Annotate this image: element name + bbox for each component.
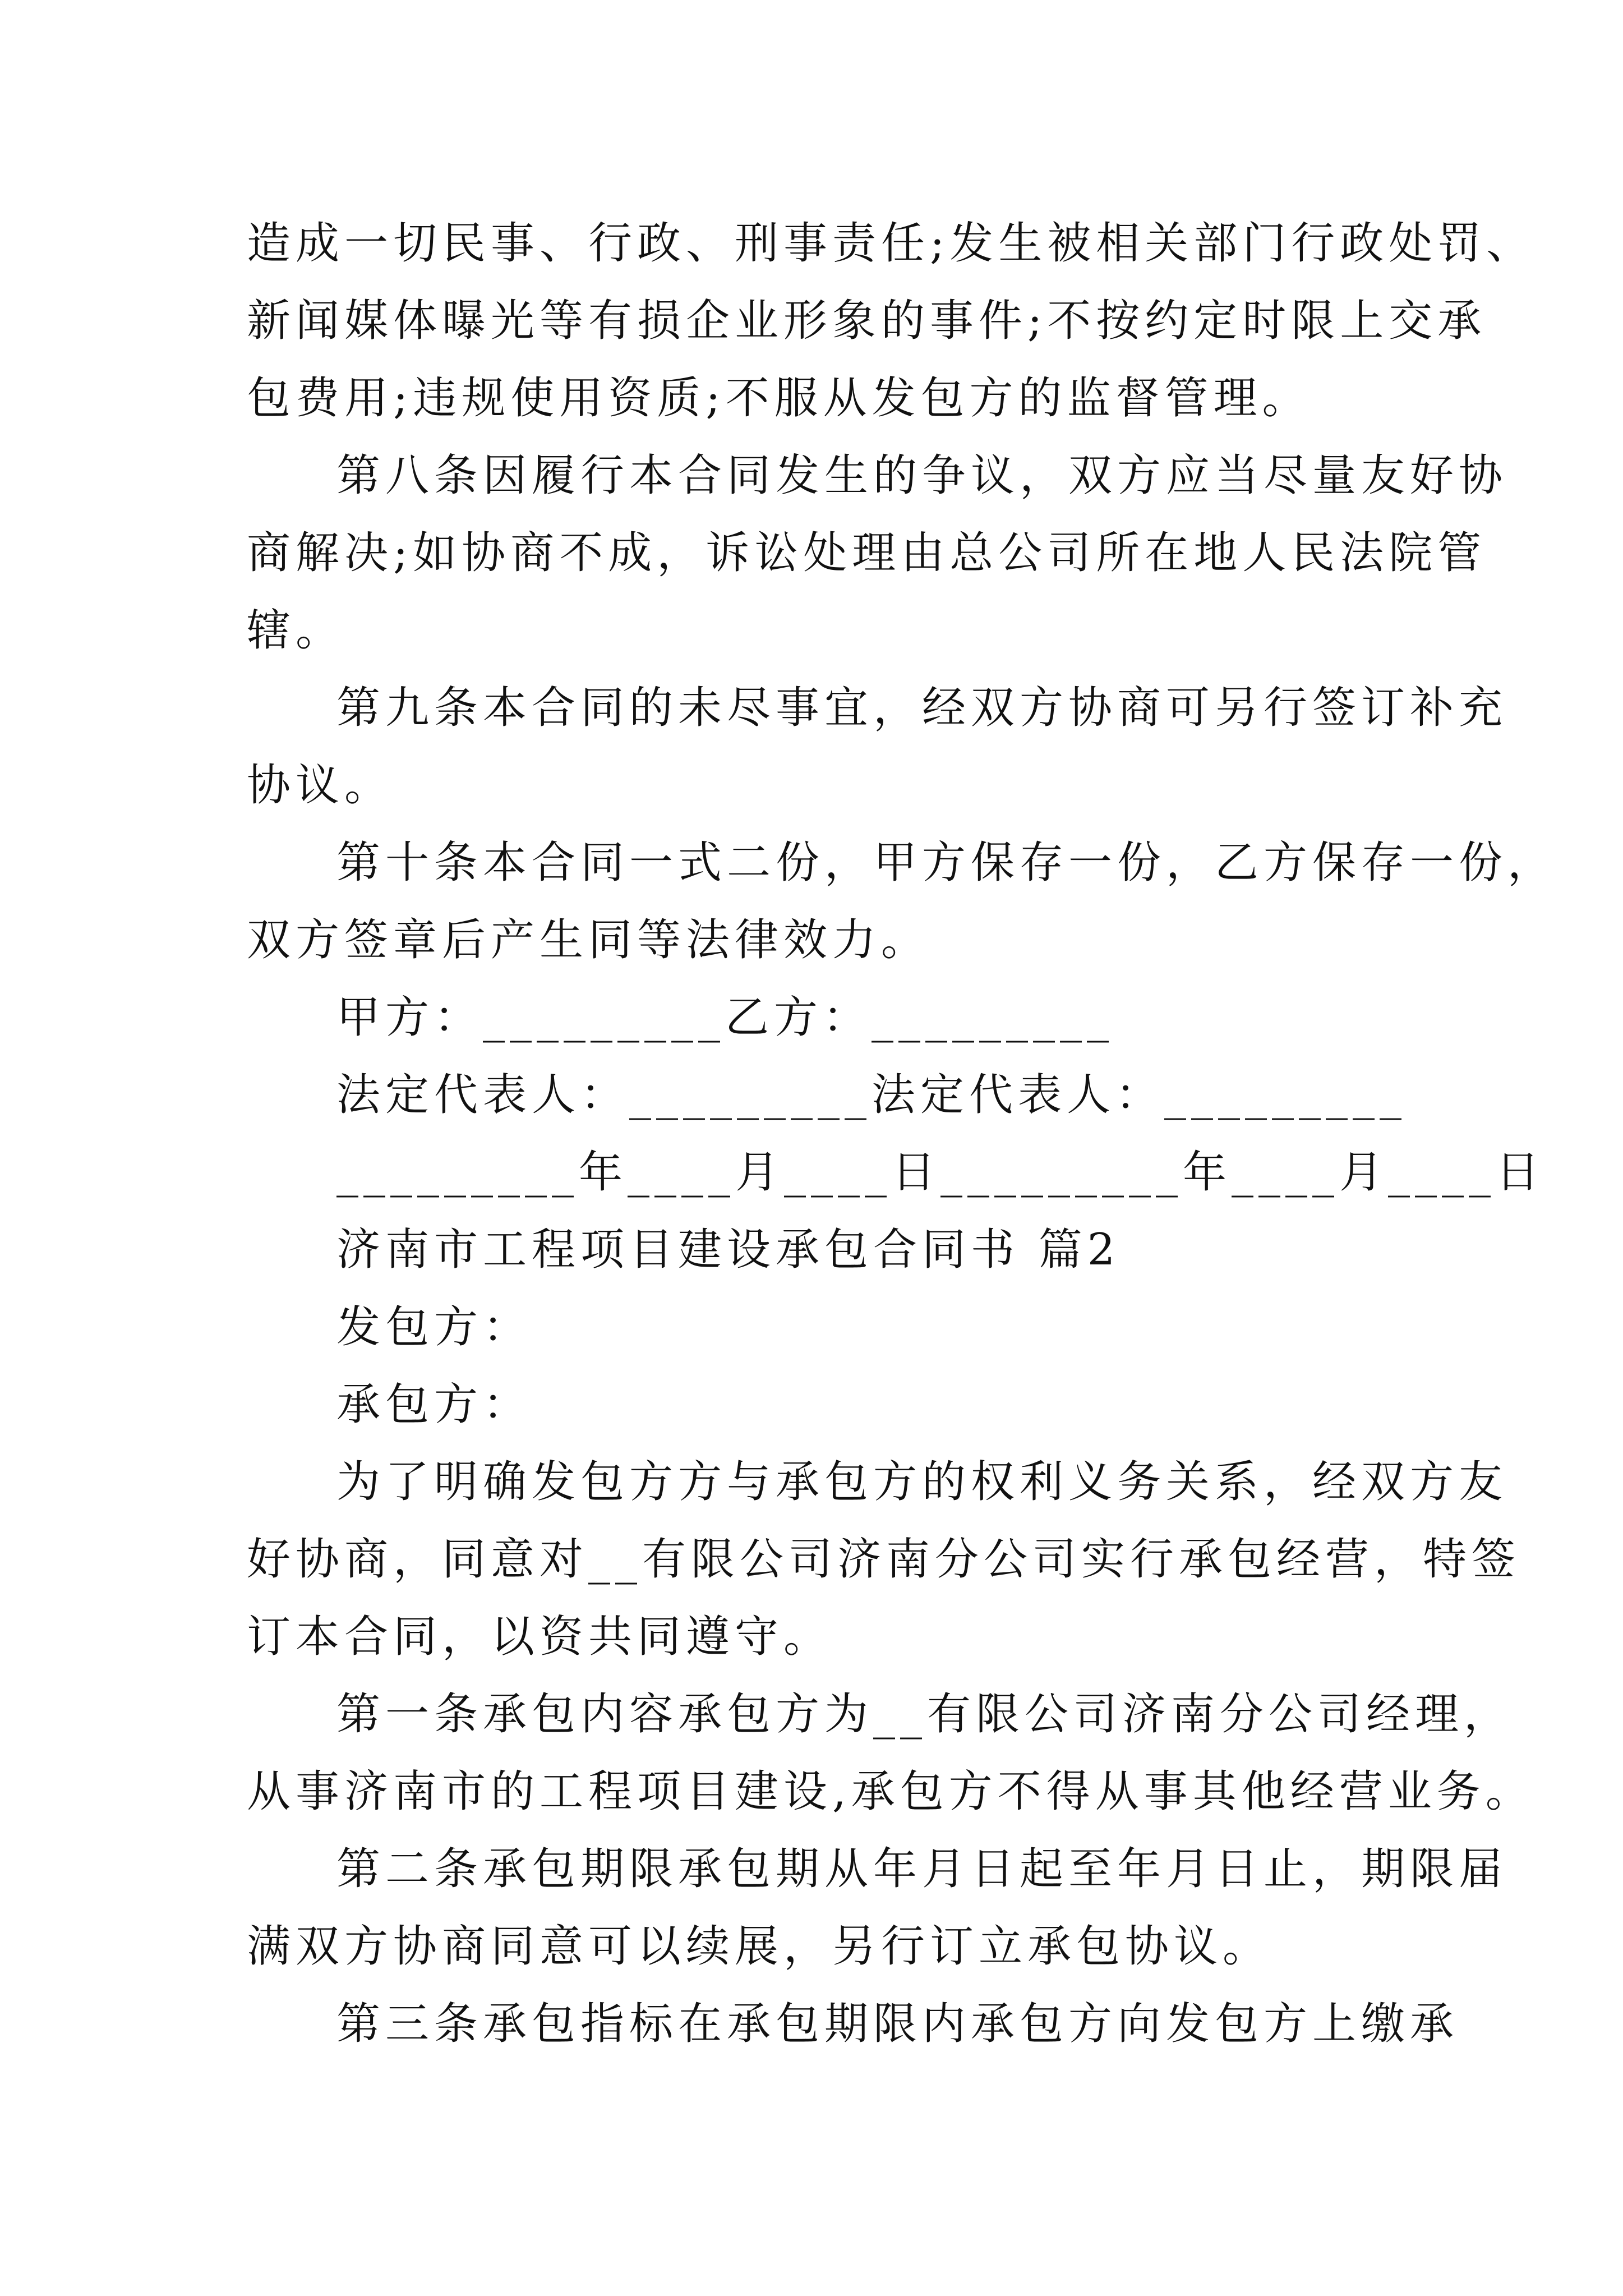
text-line: 第三条承包指标在承包期限内承包方向发包方上缴承 — [336, 1999, 1459, 2049]
text-line: 双方签章后产生同等法律效力。 — [247, 915, 930, 965]
text-line: 承包方： — [336, 1379, 532, 1430]
signature-line: 甲方：_________乙方：_________ — [336, 992, 1114, 1043]
text-line: 商解决;如协商不成，诉讼处理由总公司所在地人民法院管 — [247, 528, 1487, 578]
text-line: 第一条承包内容承包方为__有限公司济南分公司经理， — [336, 1689, 1513, 1740]
text-line: 好协商，同意对__有限公司济南分公司实行承包经营，特签 — [247, 1534, 1521, 1585]
text-line: 辖。 — [247, 605, 345, 656]
text-line: 新闻媒体曝光等有损企业形象的事件;不按约定时限上交承 — [247, 296, 1487, 346]
text-line: 包费用;违规使用资质;不服从发包方的监督管理。 — [247, 373, 1311, 424]
text-line: 为了明确发包方方与承包方的权利义务关系，经双方友 — [336, 1457, 1508, 1507]
text-line: 第九条本合同的未尽事宜，经双方协商可另行签订补充 — [336, 683, 1508, 733]
text-line: 满双方协商同意可以续展，另行订立承包协议。 — [247, 1921, 1272, 1972]
section-title: 济南市工程项目建设承包合同书 篇2 — [336, 1225, 1121, 1275]
text-line: 订本合同，以资共同遵守。 — [247, 1612, 833, 1662]
text-line: 造成一切民事、行政、刑事责任;发生被相关部门行政处罚、 — [247, 218, 1536, 269]
text-line: 第十条本合同一式二份，甲方保存一份，乙方保存一份， — [336, 838, 1557, 888]
date-line: _________年____月____日_________年____月____日 — [336, 1147, 1545, 1198]
text-line: 从事济南市的工程项目建设,承包方不得从事其他经营业务。 — [247, 1766, 1534, 1817]
text-line: 第二条承包期限承包期从年月日起至年月日止，期限届 — [336, 1844, 1508, 1894]
text-line: 发包方： — [336, 1302, 532, 1352]
text-line: 协议。 — [247, 760, 394, 811]
text-line: 第八条因履行本合同发生的争议，双方应当尽量友好协 — [336, 450, 1508, 501]
signature-line: 法定代表人：_________法定代表人：_________ — [336, 1070, 1407, 1120]
